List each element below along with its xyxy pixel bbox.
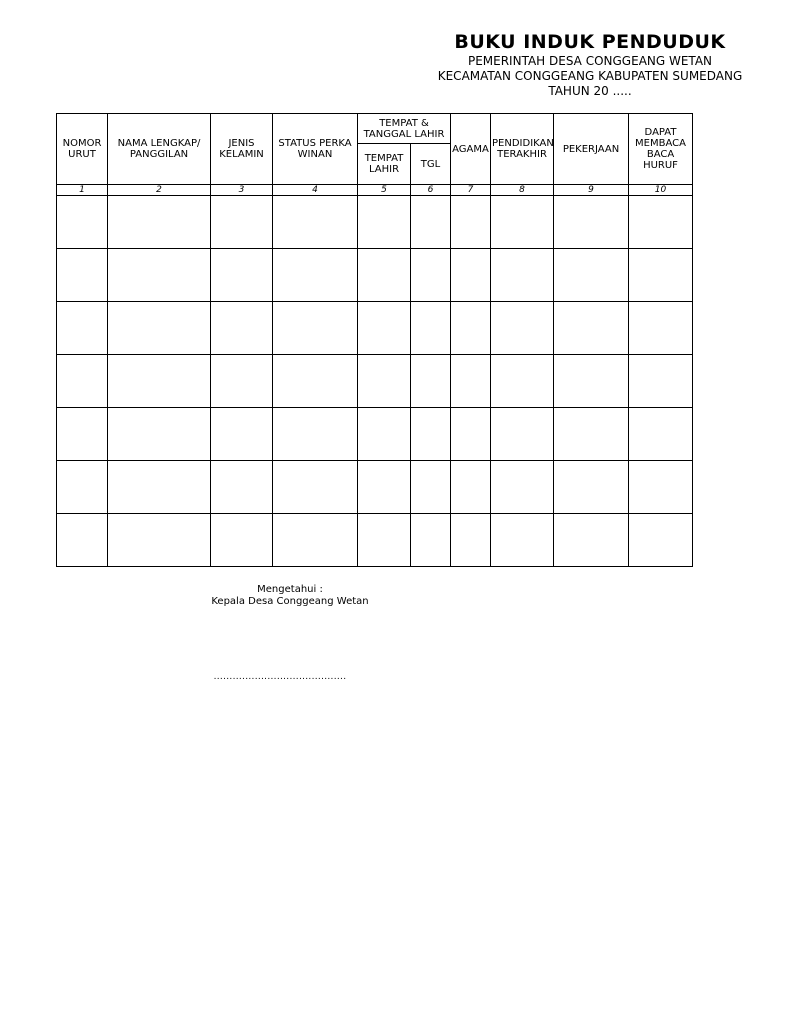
table-cell[interactable] — [451, 514, 491, 567]
table-cell[interactable] — [554, 461, 629, 514]
signature-line: .......................................... — [213, 672, 347, 682]
table-cell[interactable] — [358, 302, 411, 355]
table-cell[interactable] — [411, 355, 451, 408]
kepala-desa-label: Kepala Desa Conggeang Wetan — [211, 596, 369, 607]
header-government: PEMERINTAH DESA CONGGEANG WETAN — [467, 54, 713, 68]
header-tgl: TGL — [411, 144, 451, 185]
table-cell[interactable] — [108, 514, 211, 567]
table-cell[interactable] — [629, 302, 693, 355]
column-number-cell: 2 — [108, 185, 211, 196]
header-agama: AGAMA — [451, 114, 491, 185]
table-cell[interactable] — [411, 249, 451, 302]
header-status-perkawinan: STATUS PERKA WINAN — [273, 114, 358, 185]
table-cell[interactable] — [451, 249, 491, 302]
table-cell[interactable] — [108, 408, 211, 461]
table-cell[interactable] — [451, 461, 491, 514]
table-cell[interactable] — [491, 249, 554, 302]
population-register-table — [56, 113, 693, 567]
table-cell[interactable] — [273, 196, 358, 249]
header-nama: NAMA LENGKAP/ PANGGILAN — [108, 114, 211, 185]
table-cell[interactable] — [554, 514, 629, 567]
table-cell[interactable] — [411, 408, 451, 461]
table-cell[interactable] — [629, 249, 693, 302]
table-cell[interactable] — [411, 196, 451, 249]
table-row — [57, 302, 693, 355]
header-jenis-kelamin: JENIS KELAMIN — [211, 114, 273, 185]
table-cell[interactable] — [491, 461, 554, 514]
column-number-cell: 7 — [451, 185, 491, 196]
table-cell[interactable] — [57, 461, 108, 514]
table-cell[interactable] — [411, 302, 451, 355]
table-cell[interactable] — [211, 196, 273, 249]
table-cell[interactable] — [358, 249, 411, 302]
table-cell[interactable] — [554, 408, 629, 461]
table-cell[interactable] — [358, 355, 411, 408]
table-cell[interactable] — [358, 196, 411, 249]
column-number-cell: 6 — [411, 185, 451, 196]
column-number-row — [57, 185, 693, 196]
table-cell[interactable] — [57, 302, 108, 355]
header-pendidikan: PENDIDIKAN TERAKHIR — [491, 114, 554, 185]
signature-block — [190, 584, 390, 608]
table-cell[interactable] — [358, 461, 411, 514]
column-number-cell: 5 — [358, 185, 411, 196]
table-cell[interactable] — [629, 408, 693, 461]
table-row — [57, 514, 693, 567]
table-cell[interactable] — [211, 461, 273, 514]
table-cell[interactable] — [491, 196, 554, 249]
table-cell[interactable] — [411, 461, 451, 514]
column-number-cell: 1 — [57, 185, 108, 196]
table-cell[interactable] — [554, 355, 629, 408]
document-header — [380, 30, 743, 110]
table-cell[interactable] — [491, 355, 554, 408]
table-cell[interactable] — [211, 249, 273, 302]
table-row — [57, 461, 693, 514]
table-cell[interactable] — [491, 408, 554, 461]
column-number-cell: 8 — [491, 185, 554, 196]
table-cell[interactable] — [273, 408, 358, 461]
table-cell[interactable] — [273, 461, 358, 514]
header-tempat-tanggal-lahir: TEMPAT & TANGGAL LAHIR — [358, 114, 451, 144]
table-cell[interactable] — [629, 355, 693, 408]
table-cell[interactable] — [451, 302, 491, 355]
table-cell[interactable] — [554, 249, 629, 302]
table-cell[interactable] — [108, 196, 211, 249]
column-number-cell: 10 — [629, 185, 693, 196]
table-cell[interactable] — [211, 355, 273, 408]
table-cell[interactable] — [108, 461, 211, 514]
table-cell[interactable] — [451, 408, 491, 461]
table-header-row — [57, 114, 693, 144]
table-cell[interactable] — [554, 196, 629, 249]
table-row — [57, 249, 693, 302]
table-cell[interactable] — [57, 196, 108, 249]
column-number-cell: 9 — [554, 185, 629, 196]
table-cell[interactable] — [491, 302, 554, 355]
column-number-cell: 3 — [211, 185, 273, 196]
table-cell[interactable] — [273, 302, 358, 355]
table-cell[interactable] — [451, 196, 491, 249]
document-title: BUKU INDUK PENDUDUK — [454, 31, 726, 53]
table-cell[interactable] — [108, 249, 211, 302]
table-row — [57, 408, 693, 461]
header-tempat-lahir: TEMPAT LAHIR — [358, 144, 411, 185]
table-cell[interactable] — [273, 355, 358, 408]
header-year: TAHUN 20 ..... — [548, 84, 632, 98]
table-cell[interactable] — [57, 514, 108, 567]
table-cell[interactable] — [211, 408, 273, 461]
table-cell[interactable] — [554, 302, 629, 355]
table-cell[interactable] — [491, 514, 554, 567]
header-pekerjaan: PEKERJAAN — [554, 114, 629, 185]
table-cell[interactable] — [273, 249, 358, 302]
table-cell[interactable] — [57, 355, 108, 408]
header-nomor-urut: NOMOR URUT — [57, 114, 108, 185]
table-row — [57, 196, 693, 249]
table-cell[interactable] — [108, 355, 211, 408]
table-cell[interactable] — [57, 408, 108, 461]
column-number-cell: 4 — [273, 185, 358, 196]
table-cell[interactable] — [451, 355, 491, 408]
table-cell[interactable] — [57, 249, 108, 302]
table-cell[interactable] — [273, 514, 358, 567]
header-baca-huruf: DAPAT MEMBACA BACA HURUF — [629, 114, 693, 185]
table-cell[interactable] — [629, 514, 693, 567]
table-cell[interactable] — [211, 514, 273, 567]
table-row — [57, 355, 693, 408]
table-cell[interactable] — [629, 196, 693, 249]
table-cell[interactable] — [358, 514, 411, 567]
table-cell[interactable] — [411, 514, 451, 567]
mengetahui-label: Mengetahui : — [257, 584, 323, 595]
table-cell[interactable] — [358, 408, 411, 461]
header-district: KECAMATAN CONGGEANG KABUPATEN SUMEDANG — [437, 69, 743, 83]
table-body — [57, 185, 693, 567]
table-cell[interactable] — [108, 302, 211, 355]
table-cell[interactable] — [211, 302, 273, 355]
table-cell[interactable] — [629, 461, 693, 514]
